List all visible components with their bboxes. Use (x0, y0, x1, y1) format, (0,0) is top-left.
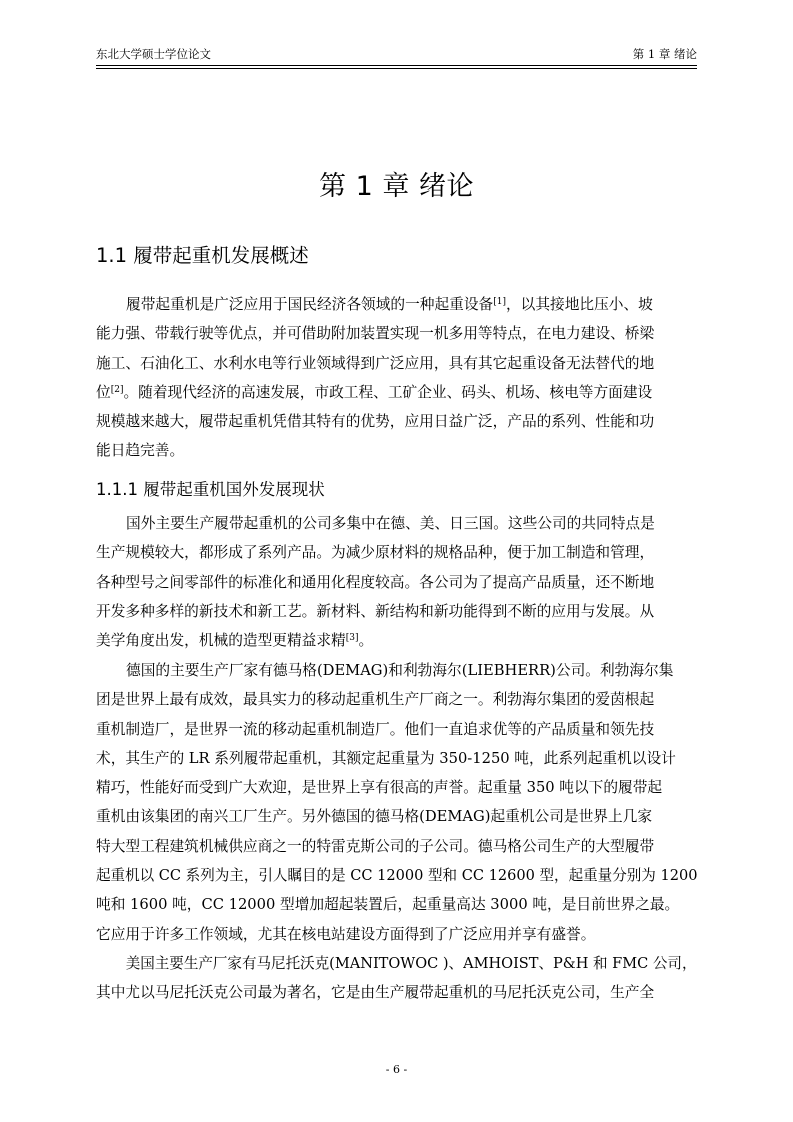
text-line: 吨和 1600 吨，CC 12000 型增加超起装置后，起重量高达 3000 吨，是目前世界之最。 (96, 896, 680, 914)
subsection-heading: 1.1.1 履带起重机国外发展现状 (96, 480, 325, 499)
paragraph-4 (96, 949, 697, 1008)
running-header (96, 44, 697, 66)
text-line: 各种型号之间零部件的标准化和通用化程度较高。各公司为了提高产品质量，还不断地 (96, 573, 655, 591)
text-line: 德国的主要生产厂家有德马格(DEMAG)和利勃海尔(LIEBHERR)公司。利勃海尔集 (126, 662, 674, 679)
citation: [1] (493, 297, 506, 307)
text-line: 重机制造厂，是世界一流的移动起重机制造厂。他们一直追求优等的产品质量和领先技 (96, 720, 655, 738)
text-line: 施工、石油化工、水利水电等行业领域得到广泛应用，具有其它起重设备无法替代的地 (96, 354, 655, 372)
chapter-title: 第 1 章 绪论 (319, 171, 474, 202)
text-line: 美学角度出发，机械的造型更精益求精[3]。 (96, 632, 374, 650)
text-line: 能日趋完善。 (96, 442, 185, 460)
text-line: 国外主要生产履带起重机的公司多集中在德、美、日三国。这些公司的共同特点是 (126, 515, 655, 532)
text-line: 术，其生产的 LR 系列履带起重机，其额定起重量为 350-1250 吨，此系列起重机以设计 (96, 749, 676, 767)
paragraph-3 (96, 656, 697, 949)
text-line: 精巧，性能好而受到广大欢迎，是世界上享有很高的声誉。起重量 350 吨以下的履带起 (96, 779, 663, 797)
citation: [3] (345, 633, 359, 644)
text-line: 规模越来越大，履带起重机凭借其特有的优势，应用日益广泛，产品的系列、性能和功 (96, 413, 655, 431)
text-line: 其中尤以马尼托沃克公司最为著名，它是由生产履带起重机的马尼托沃克公司，生产全 (96, 984, 655, 1002)
text-line: 它应用于许多工作领域，尤其在核电站建设方面得到了广泛应用并享有盛誉。 (96, 925, 596, 943)
citation: [2] (110, 384, 124, 395)
header-left: 东北大学硕士学位论文 (96, 47, 211, 61)
text-line: 特大型工程建筑机械供应商之一的特雷克斯公司的子公司。德马格公司生产的大型履带 (96, 837, 655, 855)
paragraph-1 (96, 290, 697, 466)
section-heading: 1.1 履带起重机发展概述 (96, 244, 309, 267)
text-line: 开发多种多样的新技术和新工艺。新材料、新结构和新功能得到不断的应用与发展。从 (96, 602, 655, 620)
text-line: 能力强、带载行驶等优点，并可借助附加装置实现一机多用等特点，在电力建设、桥梁 (96, 325, 655, 343)
text-line: 生产规模较大，都形成了系列产品。为减少原材料的规格品种，便于加工制造和管理， (96, 544, 655, 562)
text-line: 重机由该集团的南兴工厂生产。另外德国的德马格(DEMAG)起重机公司是世界上几家 (96, 808, 653, 826)
header-right: 第 1 章 绪论 (632, 47, 697, 61)
text-line: 起重机以 CC 系列为主，引人瞩目的是 CC 12000 型和 CC 12600 型，起重量分别为 1200 (96, 867, 698, 885)
text-line: 团是世界上最有成效，最具实力的移动起重机生产厂商之一。利勃海尔集团的爱茵根起 (96, 691, 655, 709)
text-line: 履带起重机是广泛应用于国民经济各领域的一种起重设备[1]，以其接地比压小、坡 (126, 296, 653, 313)
text-line: 位[2]。随着现代经济的高速发展，市政工程、工矿企业、码头、机场、核电等方面建设 (96, 383, 653, 401)
text-line: 美国主要生产厂家有马尼托沃克(MANITOWOC )、AMHOIST、P&H 和 FMC 公司， (125, 955, 697, 972)
paragraph-2 (96, 509, 697, 655)
page-number: - 6 - (385, 1063, 408, 1076)
